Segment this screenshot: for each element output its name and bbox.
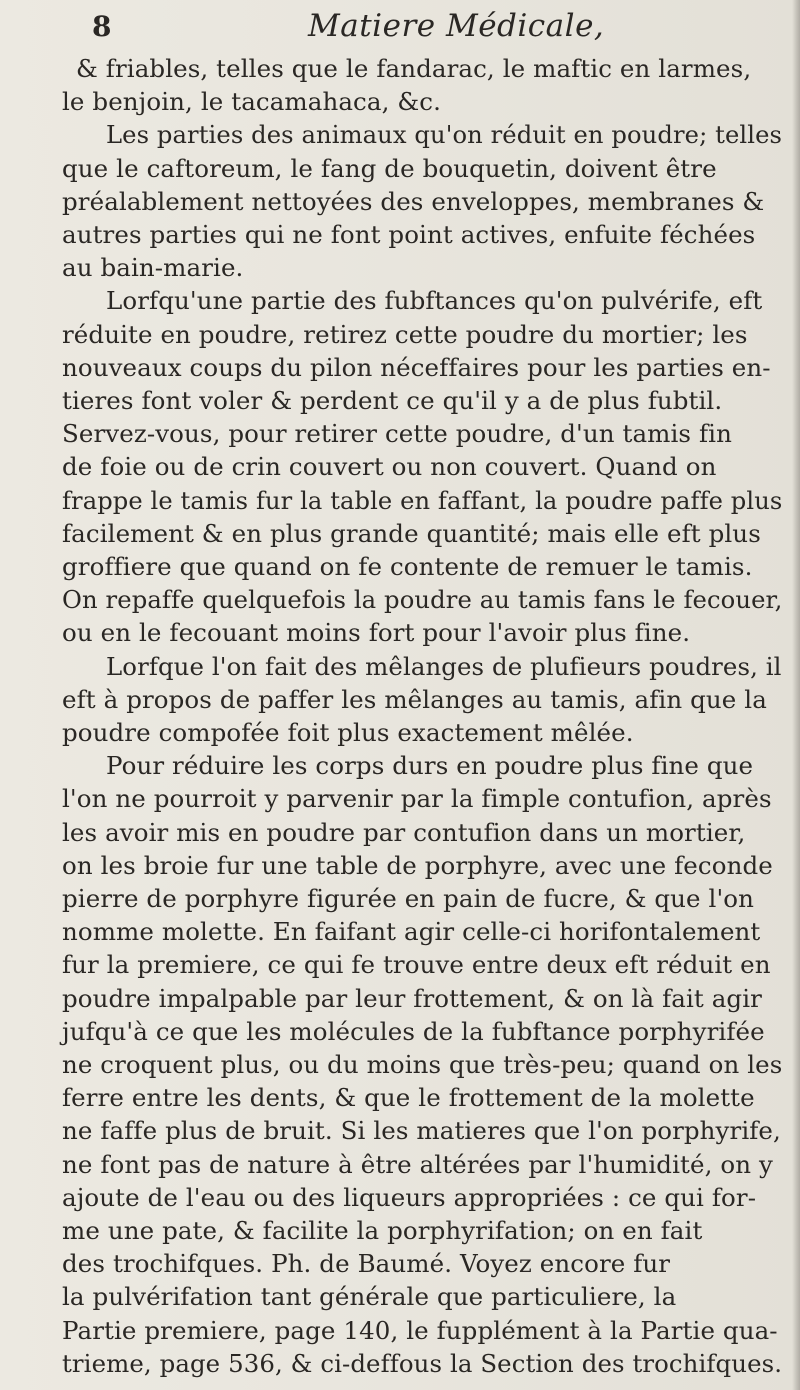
text-line: on les broie fur une table de porphyre, avec une feconde [62,850,773,880]
text-line: fur la premiere, ce qui fe trouve entre deux eft réduit en [62,950,771,980]
page-edge-shadow [792,0,800,1390]
text-line: réduite en poudre, retirez cette poudre du mortier; les [62,319,748,349]
text-line: & friables, telles que le fandarac, le maftic en larmes, [76,54,752,83]
text-line: facilement & en plus grande quantité; mais elle eft plus [62,518,761,548]
page-number: 8 [92,10,112,43]
text-line: préalablement nettoyées des enveloppes, membranes & [62,186,765,216]
text-line: ne font pas de nature à être altérées par l'humidité, on y [62,1149,773,1179]
text-line: trieme, page 536, & ci-deffous la Section des trochifques. [62,1348,783,1378]
text-line: ne croquent plus, ou du moins que très-peu; quand on les [62,1050,783,1079]
text-line: que le caftoreum, le fang de bouquetin, doivent être [62,153,717,183]
text-line: Partie premiere, page 140, le fupplément à la Partie qua- [62,1315,778,1345]
text-line: ajoute de l'eau ou des liqueurs appropriées : ce qui for- [62,1182,757,1212]
text-line: nouveaux coups du pilon néceffaires pour les parties en- [62,352,771,382]
text-line: groffiere que quand on fe contente de remuer le tamis. [62,552,753,581]
text-line: l'on ne pourroit y parvenir par la fimple contufion, après [62,784,772,814]
text-line: la pulvérifation tant générale que particuliere, la [62,1282,677,1312]
text-line: le benjoin, le tacamahaca, &c. [62,87,441,117]
text-line: ou en le fecouant moins fort pour l'avoir plus fine. [62,618,691,648]
text-line: Pour réduire les corps durs en poudre plus fine que [106,751,754,781]
text-line: On repaffe quelquefois la poudre au tamis fans le fecouer, [62,585,783,615]
text-line: Lorfqu'une partie des fubftances qu'on pulvérife, eft [106,286,763,316]
text-line: au bain-marie. [62,253,244,283]
text-line: nomme molette. En faifant agir celle-ci horifontalement [62,917,761,947]
text-line: Les parties des animaux qu'on réduit en poudre; telles [106,120,783,150]
text-line: me une pate, & facilite la porphyrifation; on en fait [62,1216,703,1245]
text-line: ne faffe plus de bruit. Si les matieres que l'on porphyrife, [62,1116,781,1146]
text-line: frappe le tamis fur la table en faffant, la poudre paffe plus [62,485,783,515]
text-line: poudre compofée foit plus exactement mêlée. [62,718,634,747]
text-line: des trochifques. Ph. de Baumé. Voyez encore fur [62,1249,671,1279]
page-header [0,8,800,44]
text-line: poudre impalpable par leur frottement, & on là fait agir [62,983,762,1013]
running-head: Matiere Médicale, [308,8,605,44]
text-line: pierre de porphyre figurée en pain de fucre, & que l'on [62,884,755,913]
text-line: autres parties qui ne font point actives, enfuite féchées [62,220,756,249]
text-line: Lorfque l'on fait des mêlanges de plufieurs poudres, il [106,651,782,681]
text-line: de foie ou de crin couvert ou non couvert. Quand on [62,452,717,482]
text-line: eft à propos de paffer les mêlanges au tamis, afin que la [62,684,767,714]
text-line: les avoir mis en poudre par contufion dans un mortier, [62,817,746,847]
text-line: ferre entre les dents, & que le frottement de la molette [62,1083,755,1113]
text-line: jufqu'à ce que les molécules de la fubftance porphyrifée [62,1016,765,1046]
text-line: tieres font voler & perdent ce qu'il y a de plus fubtil. [62,386,723,415]
text-line: Servez-vous, pour retirer cette poudre, d'un tamis fin [62,419,732,449]
